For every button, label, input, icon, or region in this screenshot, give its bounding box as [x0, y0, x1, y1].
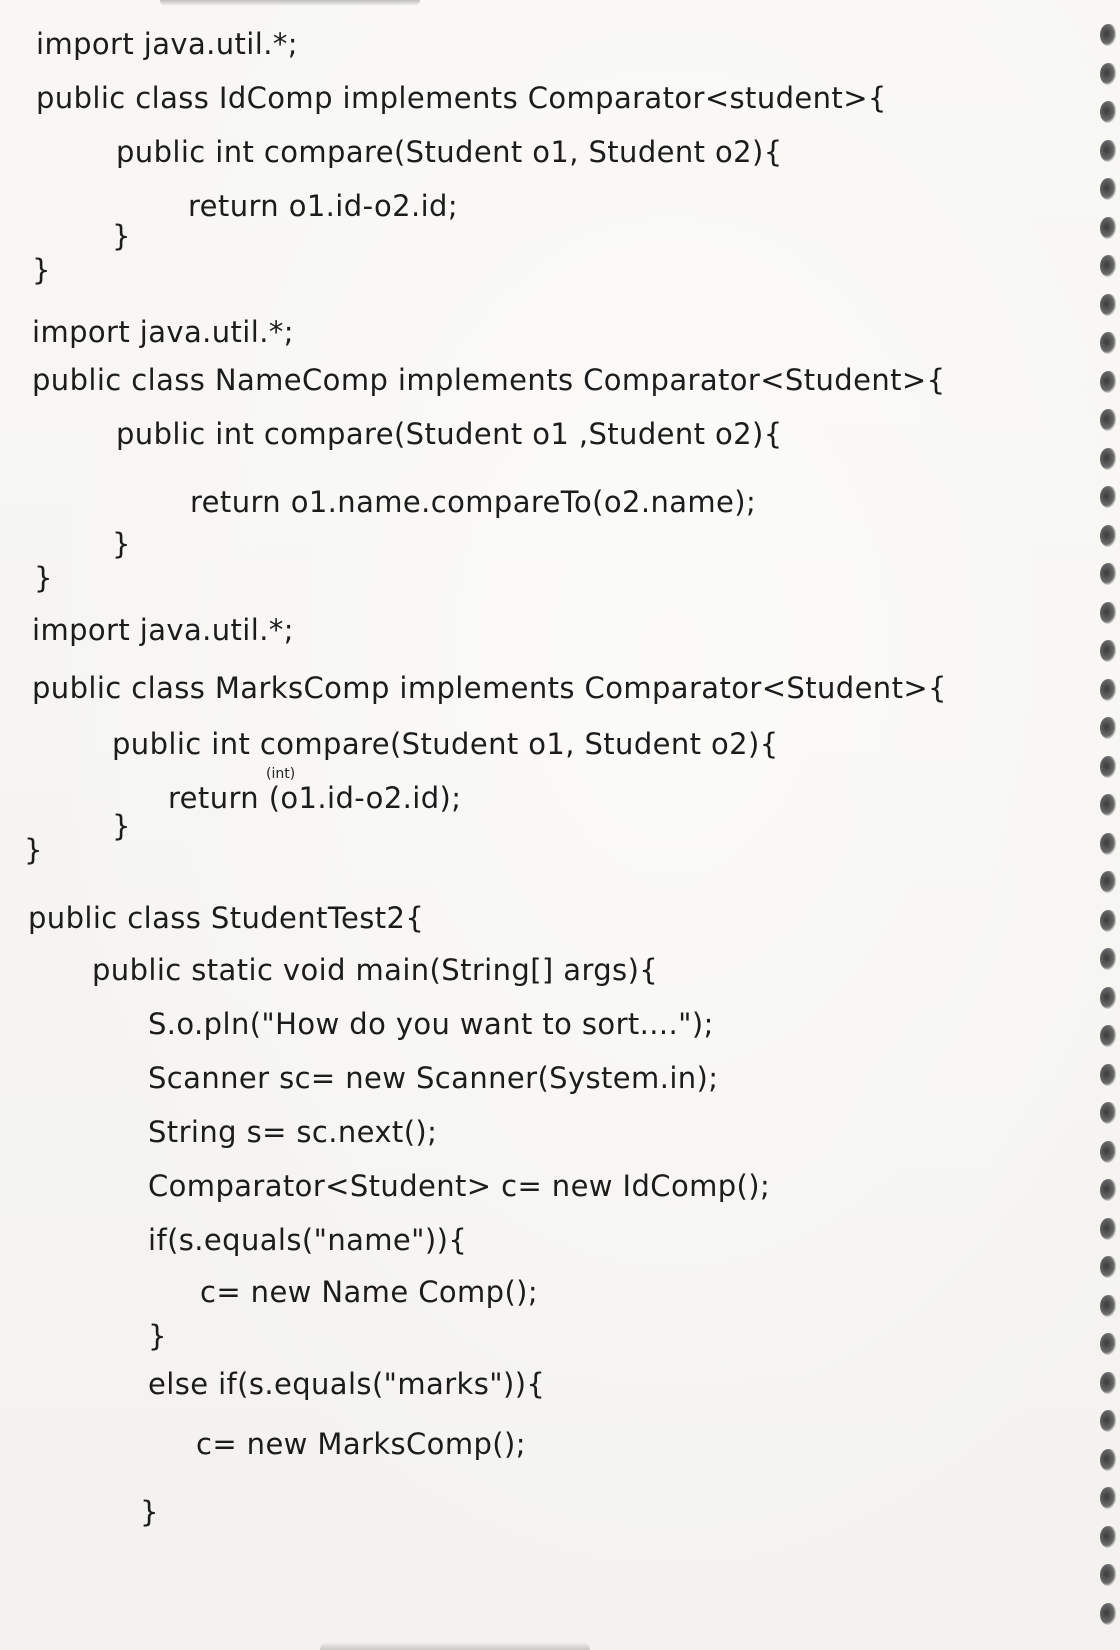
- code-line: }: [140, 1495, 159, 1529]
- binding-hole: [1100, 448, 1116, 470]
- code-line: import java.util.*;: [32, 315, 294, 349]
- binding-hole: [1100, 486, 1116, 508]
- binding-hole: [1100, 948, 1116, 970]
- code-line: public class StudentTest2{: [28, 901, 425, 935]
- binding-hole: [1100, 602, 1116, 624]
- code-line: c= new MarksComp();: [196, 1427, 526, 1461]
- binding-hole: [1100, 371, 1116, 393]
- binding-hole: [1100, 1449, 1116, 1471]
- binding-hole: [1100, 255, 1116, 277]
- binding-hole: [1100, 1603, 1116, 1625]
- code-line: import java.util.*;: [36, 27, 298, 61]
- code-line: public int compare(Student o1, Student o2){: [116, 135, 783, 169]
- code-line: if(s.equals("name")){: [148, 1223, 468, 1257]
- binding-hole: [1100, 525, 1116, 547]
- binding-hole: [1100, 140, 1116, 162]
- binding-hole: [1100, 63, 1116, 85]
- binding-hole: [1100, 1295, 1116, 1317]
- binding-hole: [1100, 1179, 1116, 1201]
- binding-hole: [1100, 1564, 1116, 1586]
- binding-hole: [1100, 1256, 1116, 1278]
- code-line: }: [112, 527, 131, 561]
- binding-hole: [1100, 1372, 1116, 1394]
- binding-hole: [1100, 1141, 1116, 1163]
- cast-annotation: (int): [266, 766, 296, 782]
- binding-hole: [1100, 1102, 1116, 1124]
- code-line: else if(s.equals("marks")){: [148, 1367, 546, 1401]
- binding-hole: [1100, 1218, 1116, 1240]
- code-line: public class MarksComp implements Comparator<Student>{: [32, 671, 947, 705]
- code-line: Scanner sc= new Scanner(System.in);: [148, 1061, 719, 1095]
- binding-hole: [1100, 563, 1116, 585]
- code-line: public int compare(Student o1 ,Student o2){: [116, 417, 783, 451]
- binding-hole: [1100, 409, 1116, 431]
- code-line: public static void main(String[] args){: [92, 953, 659, 987]
- binding-hole: [1100, 332, 1116, 354]
- binding-hole: [1100, 794, 1116, 816]
- code-line: public int compare(Student o1, Student o2){: [112, 727, 779, 761]
- code-line: }: [24, 833, 43, 867]
- code-line: }: [32, 253, 51, 287]
- binding-hole: [1100, 1064, 1116, 1086]
- binding-hole: [1100, 717, 1116, 739]
- code-line: c= new Name Comp();: [200, 1275, 539, 1309]
- binding-hole: [1100, 101, 1116, 123]
- binding-hole: [1100, 1333, 1116, 1355]
- code-line: public class IdComp implements Comparator<student>{: [36, 81, 887, 115]
- binding-hole: [1100, 833, 1116, 855]
- binding-hole: [1100, 24, 1116, 46]
- spiral-binding: [1090, 0, 1120, 1650]
- code-line: return o1.name.compareTo(o2.name);: [190, 485, 757, 519]
- binding-hole: [1100, 217, 1116, 239]
- code-line: S.o.pln("How do you want to sort....");: [148, 1007, 714, 1041]
- code-line: }: [148, 1319, 167, 1353]
- binding-hole: [1100, 178, 1116, 200]
- code-line: }: [112, 809, 131, 843]
- code-line: public class NameComp implements Comparator<Student>{: [32, 363, 946, 397]
- code-line: String s= sc.next();: [148, 1115, 438, 1149]
- binding-hole: [1100, 1025, 1116, 1047]
- binding-hole: [1100, 640, 1116, 662]
- binding-hole: [1100, 1410, 1116, 1432]
- code-line: }: [34, 561, 53, 595]
- code-line: Comparator<Student> c= new IdComp();: [148, 1169, 771, 1203]
- binding-hole: [1100, 294, 1116, 316]
- binding-hole: [1100, 679, 1116, 701]
- binding-hole: [1100, 1526, 1116, 1548]
- binding-hole: [1100, 987, 1116, 1009]
- code-line: return o1.id-o2.id;: [188, 189, 459, 223]
- binding-hole: [1100, 871, 1116, 893]
- binding-hole: [1100, 910, 1116, 932]
- binding-hole: [1100, 756, 1116, 778]
- code-line: import java.util.*;: [32, 613, 294, 647]
- binding-hole: [1100, 1487, 1116, 1509]
- code-line: return (o1.id-o2.id);: [168, 781, 462, 815]
- code-line: }: [112, 219, 131, 253]
